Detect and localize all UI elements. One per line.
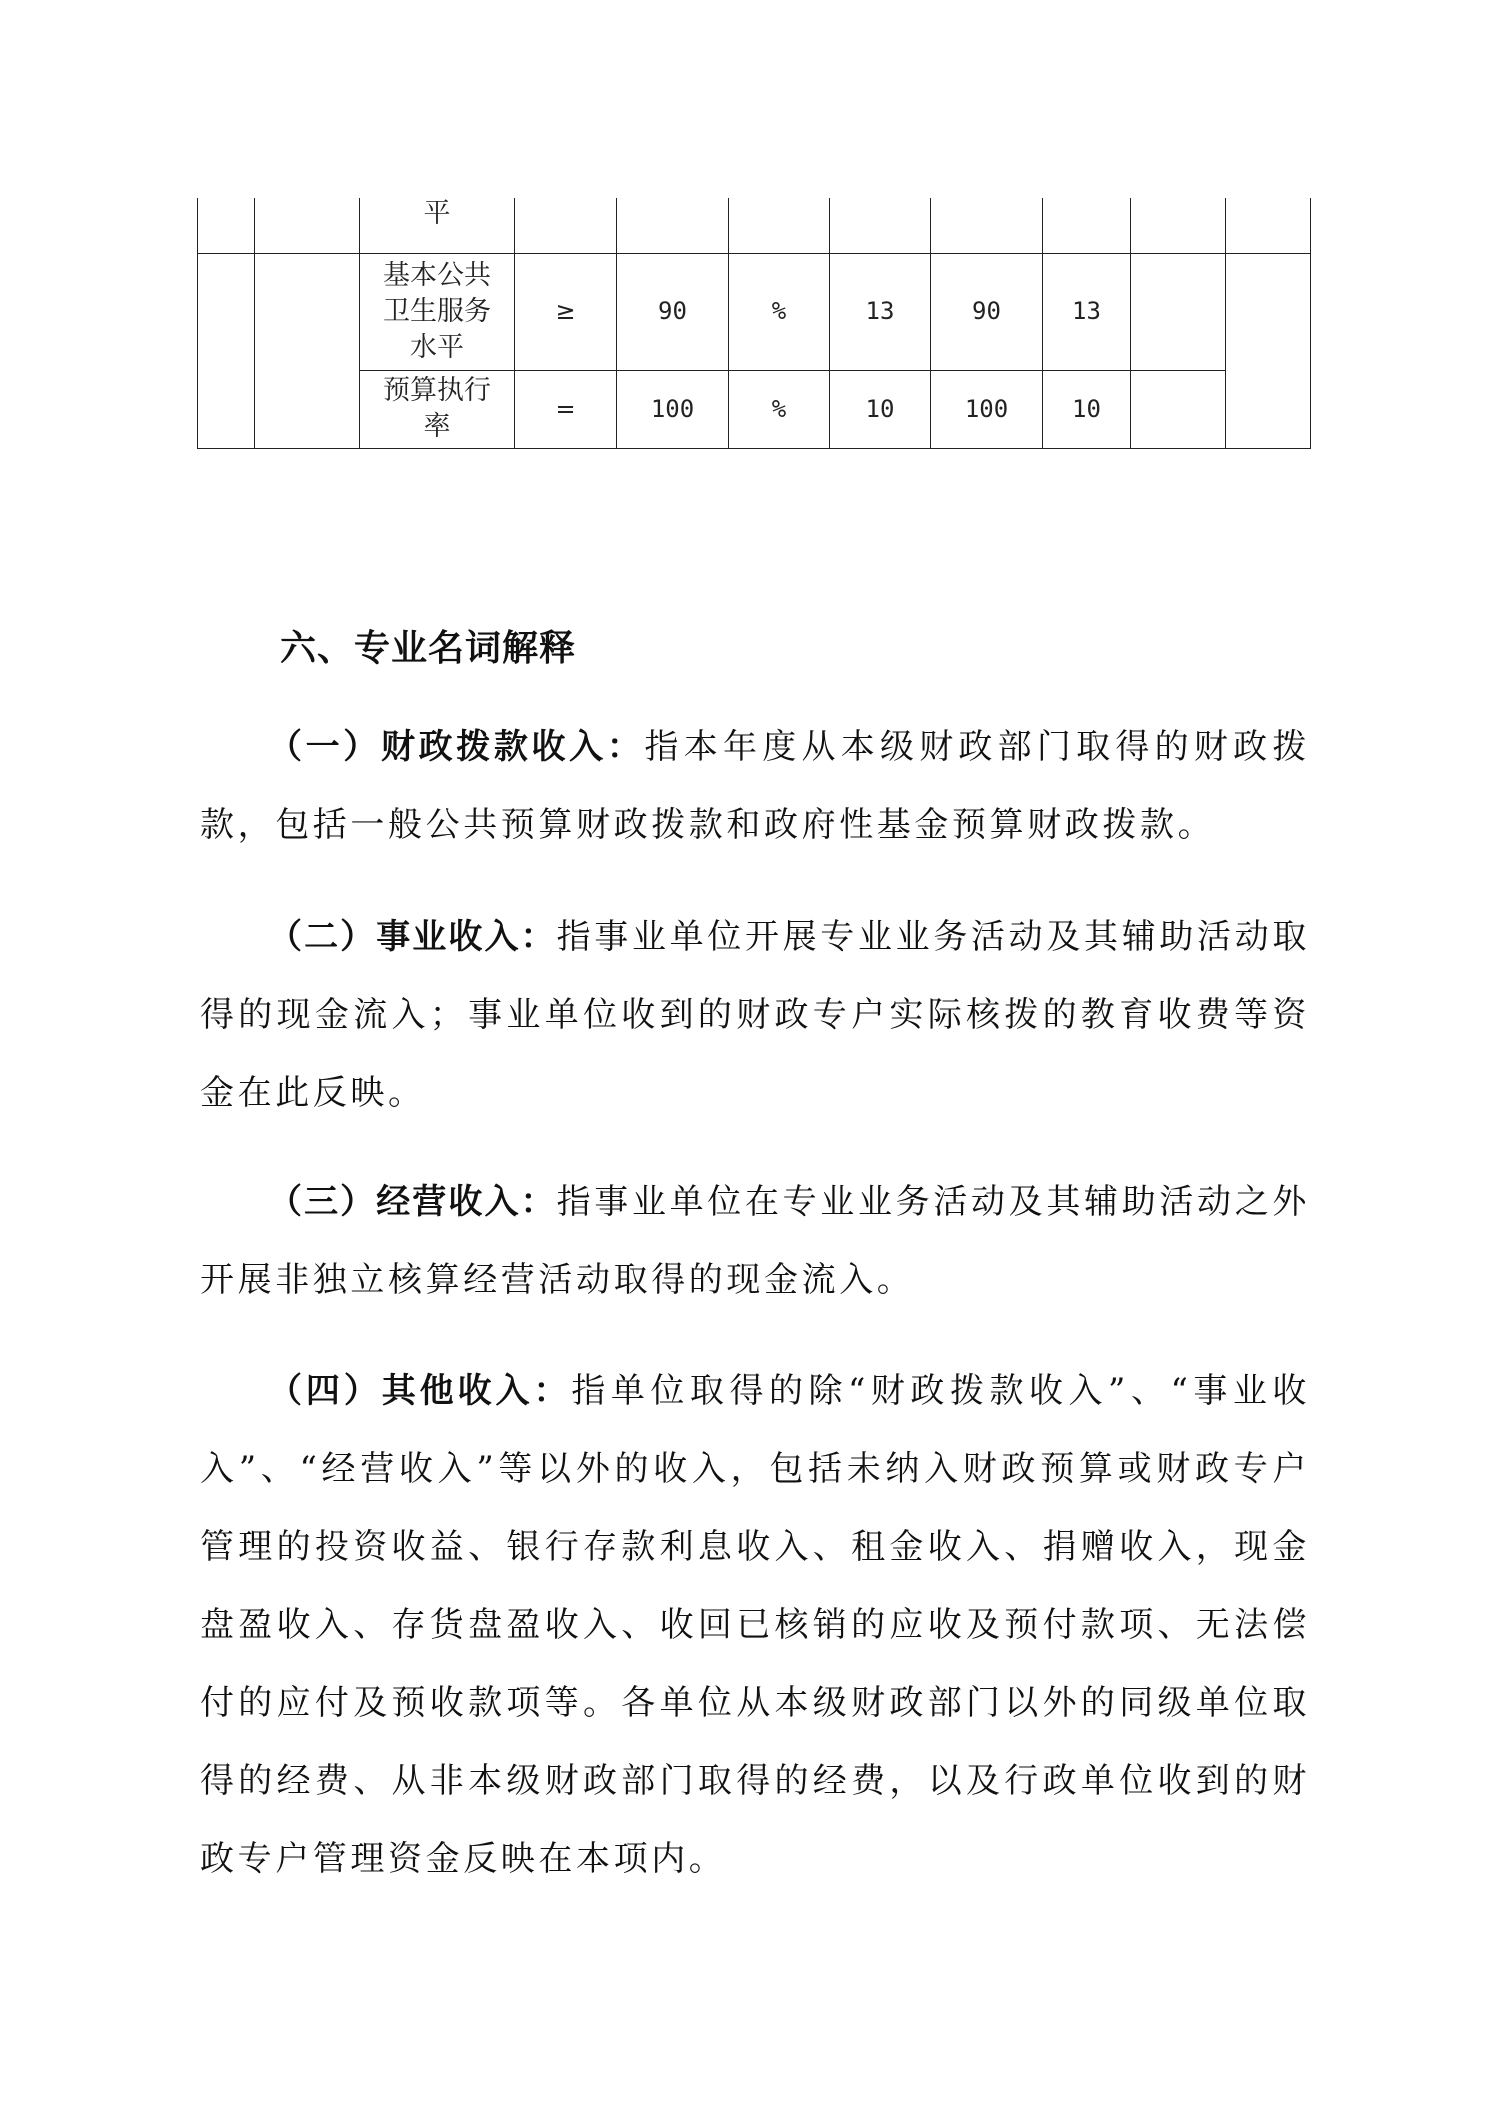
- table-cell: [1131, 370, 1226, 448]
- unit-cell: %: [729, 370, 830, 448]
- table-row: [198, 370, 1311, 448]
- weight-cell: [830, 198, 931, 253]
- actual-value-cell: 90: [931, 253, 1043, 370]
- table-cell: [255, 253, 360, 370]
- definition-term: （四）其他收入：: [268, 1371, 572, 1411]
- indicator-name-cell: 基本公共卫生服务水平: [360, 253, 515, 370]
- table-cell: [198, 370, 255, 448]
- definition-paragraph: [200, 1163, 1310, 1319]
- weight-cell: 13: [830, 253, 931, 370]
- table-cell: [198, 198, 255, 253]
- table-cell: [198, 253, 255, 370]
- definition-paragraph: [200, 708, 1310, 864]
- table-cell: [1131, 198, 1226, 253]
- performance-indicator-table: [197, 198, 1311, 449]
- definition-paragraph: [200, 898, 1310, 1132]
- definition-term: （一）财政拨款收入：: [268, 727, 645, 767]
- score-cell: [1043, 198, 1131, 253]
- operator-cell: =: [515, 370, 617, 448]
- table-row: [198, 253, 1311, 370]
- definition-text: 指单位取得的除“财政拨款收入”、“事业收入”、“经营收入”等以外的收入，包括未纳入财政预算或财政专户管理的投资收益、银行存款利息收入、租金收入、捐赠收入，现金盘盈收入、存货盘盈收入、收回已核销的应收及预付款项、无法偿付的应付及预收款项等。各单位从本级财政部门以外的同级单位取得的经费、从非本级财政部门取得的经费，以及行政单位收到的财政专户管理资金反映在本项内。: [200, 1371, 1311, 1879]
- section-heading: 六、专业名词解释: [280, 628, 577, 669]
- indicator-name-cell: 平: [360, 198, 515, 253]
- definition-paragraph: [200, 1352, 1310, 1898]
- table-cell: [1226, 198, 1311, 253]
- definition-term: （二）事业收入：: [268, 917, 557, 957]
- definition-text: 指事业单位在专业业务活动及其辅助活动之外开展非独立核算经营活动取得的现金流入。: [200, 1182, 1310, 1300]
- table-cell: [1226, 253, 1311, 370]
- definition-text: 指事业单位开展专业业务活动及其辅助活动取得的现金流入；事业单位收到的财政专户实际核拨的教育收费等资金在此反映。: [200, 917, 1310, 1113]
- target-value-cell: 90: [617, 253, 729, 370]
- score-cell: 10: [1043, 370, 1131, 448]
- score-cell: 13: [1043, 253, 1131, 370]
- definition-term: （三）经营收入：: [268, 1182, 557, 1222]
- operator-cell: [515, 198, 617, 253]
- table-cell: [255, 198, 360, 253]
- unit-cell: %: [729, 253, 830, 370]
- table-row: [198, 198, 1311, 253]
- actual-value-cell: [931, 198, 1043, 253]
- weight-cell: 10: [830, 370, 931, 448]
- table-cell: [255, 370, 360, 448]
- definition-text: 指本年度从本级财政部门取得的财政拨款，包括一般公共预算财政拨款和政府性基金预算财政拨款。: [200, 727, 1311, 845]
- table-cell: [1226, 370, 1311, 448]
- target-value-cell: [617, 198, 729, 253]
- table-cell: [1131, 253, 1226, 370]
- target-value-cell: 100: [617, 370, 729, 448]
- indicator-name-cell: 预算执行率: [360, 370, 515, 448]
- operator-cell: ≥: [515, 253, 617, 370]
- actual-value-cell: 100: [931, 370, 1043, 448]
- unit-cell: [729, 198, 830, 253]
